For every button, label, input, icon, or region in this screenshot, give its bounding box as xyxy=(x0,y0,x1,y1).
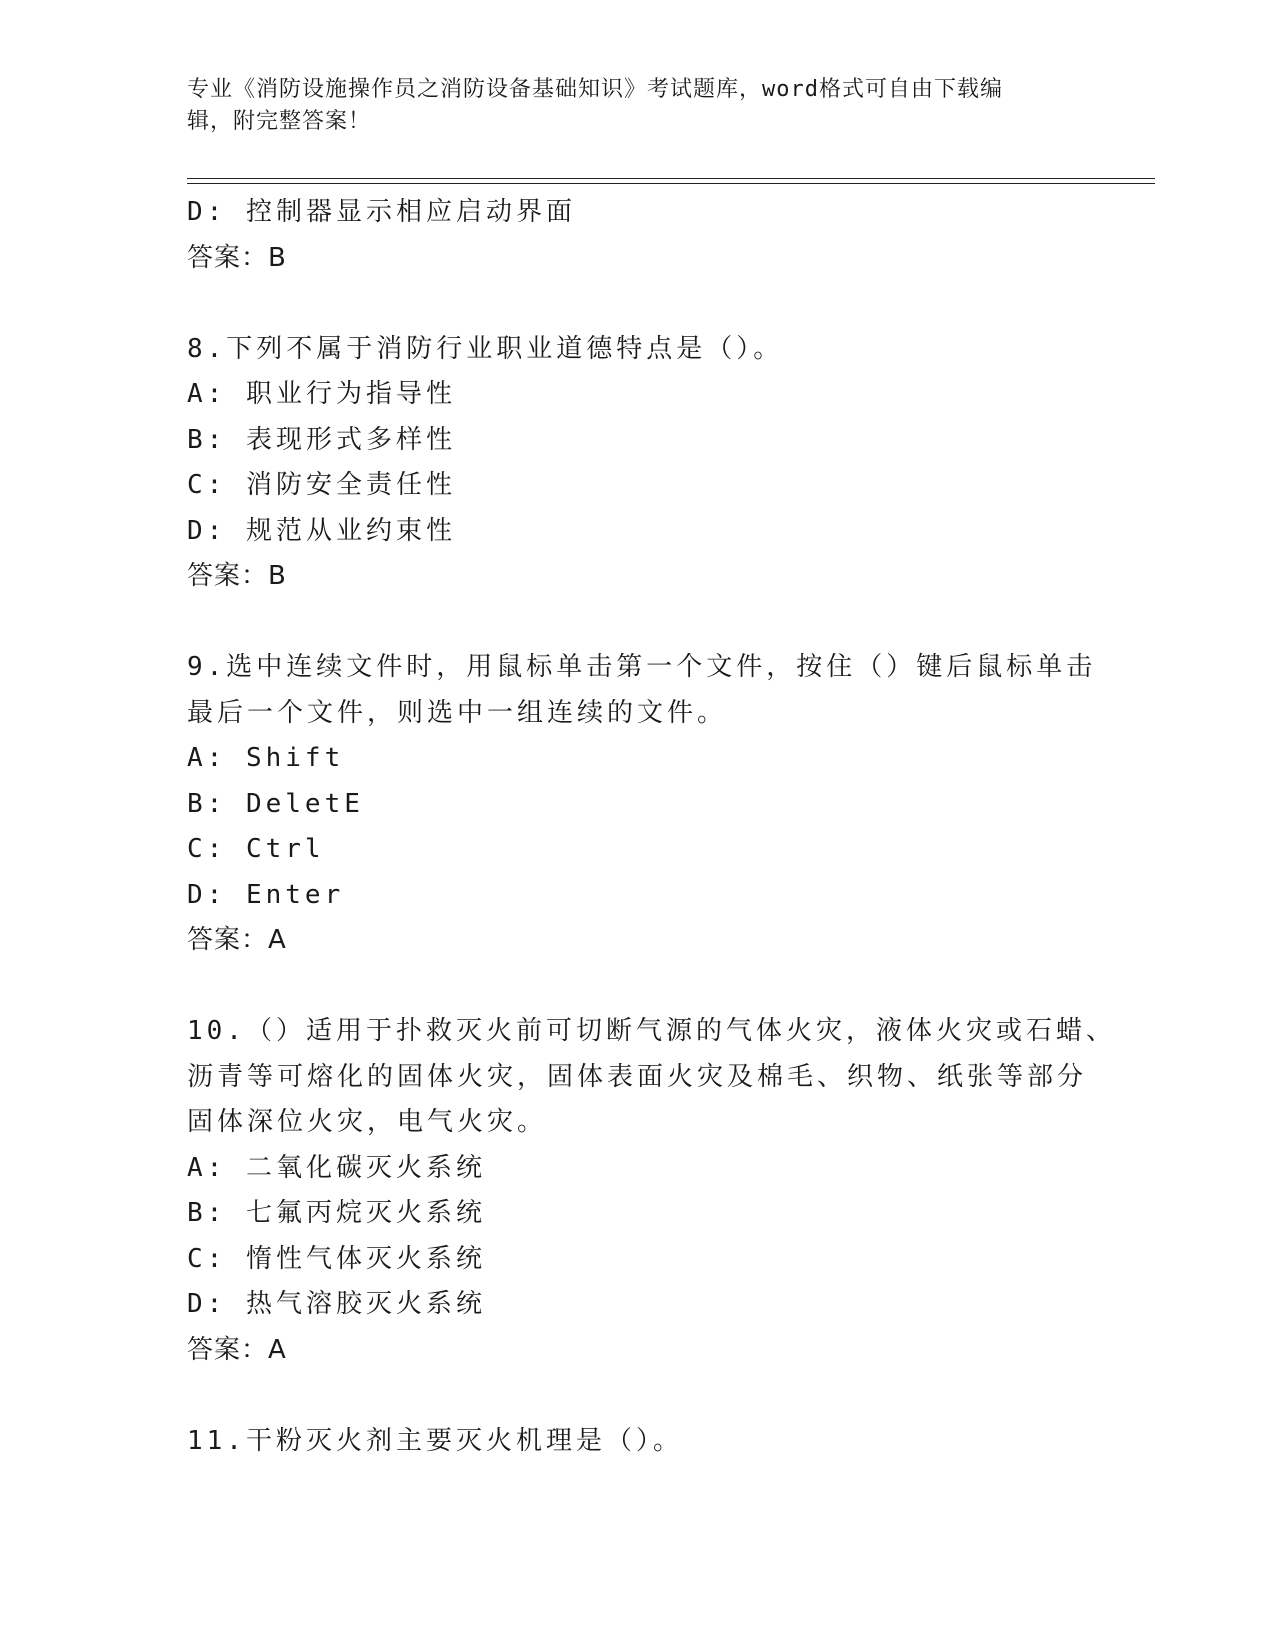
option-b: B: 表现形式多样性 xyxy=(187,424,456,455)
option-a: A: Shift xyxy=(187,743,345,773)
spacer xyxy=(187,1373,1087,1419)
option-b: B: DeletE xyxy=(187,788,364,819)
question-stem: 10.（）适用于扑救灭火前可切断气源的气体火灾，液体火灾或石蜡、 xyxy=(187,1016,1116,1046)
question-block xyxy=(187,327,1087,600)
header-divider xyxy=(187,178,1155,179)
option-d: D: 热气溶胶灭火系统 xyxy=(187,1289,486,1319)
question-stem: 最后一个文件，则选中一组连续的文件。 xyxy=(187,697,728,728)
answer-line: 答案：A xyxy=(187,1334,287,1365)
answer-line: 答案：B xyxy=(187,242,287,273)
question-block xyxy=(187,1419,1087,1465)
option-a: A: 二氧化碳灭火系统 xyxy=(187,1152,486,1183)
header-divider xyxy=(187,183,1155,184)
question-block xyxy=(187,1009,1116,1373)
question-stem: 沥青等可熔化的固体火灾，固体表面火灾及棉毛、织物、纸张等部分 xyxy=(187,1061,1088,1092)
question-list xyxy=(187,190,1116,1464)
spacer xyxy=(187,281,1087,327)
answer-line: 答案：B xyxy=(187,561,287,591)
document-header xyxy=(187,74,1087,138)
question-stem: 固体深位火灾，电气火灾。 xyxy=(187,1107,548,1137)
option-d: D: 规范从业约束性 xyxy=(187,515,456,546)
option-c: C: Ctrl xyxy=(187,834,325,864)
option-d: D: 控制器显示相应启动界面 xyxy=(187,197,576,227)
question-block xyxy=(187,645,1097,964)
header-line: 专业《消防设施操作员之消防设备基础知识》考试题库，word格式可自由下载编 xyxy=(187,77,1003,102)
question-stem: 11.干粉灭火剂主要灭火机理是（）。 xyxy=(187,1425,683,1456)
spacer xyxy=(187,600,1087,646)
option-a: A: 职业行为指导性 xyxy=(187,379,456,409)
option-c: C: 消防安全责任性 xyxy=(187,470,456,500)
header-line: 辑，附完整答案！ xyxy=(187,109,372,134)
question-stem: 9.选中连续文件时，用鼠标单击第一个文件，按住（）键后鼠标单击 xyxy=(187,652,1097,682)
option-c: C: 惰性气体灭火系统 xyxy=(187,1243,486,1274)
option-d: D: Enter xyxy=(187,879,345,910)
spacer xyxy=(187,964,1087,1010)
answer-line: 答案：A xyxy=(187,925,287,955)
option-b: B: 七氟丙烷灭火系统 xyxy=(187,1198,486,1228)
question-stem: 8.下列不属于消防行业职业道德特点是（）。 xyxy=(187,333,784,364)
